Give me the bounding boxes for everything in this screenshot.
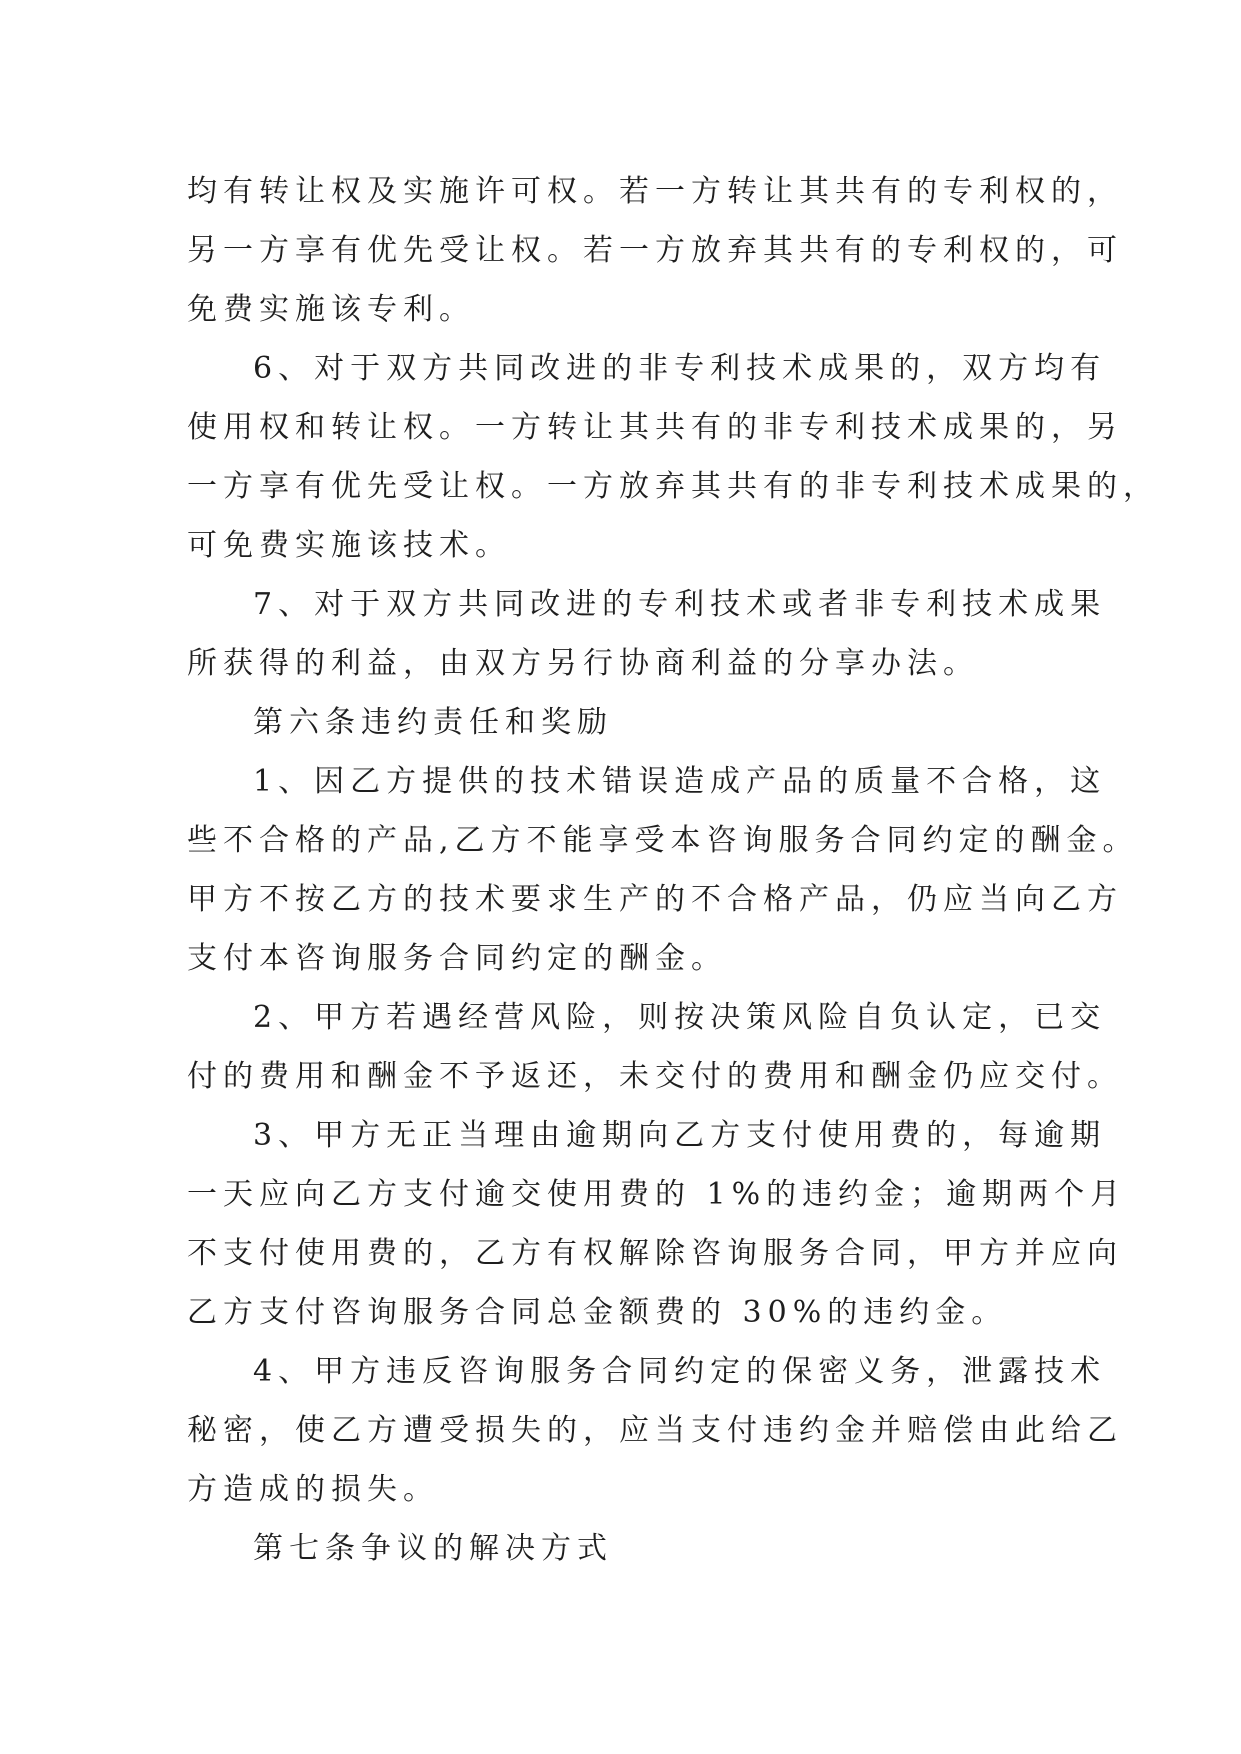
section-heading: 第六条违约责任和奖励: [253, 705, 613, 740]
paragraph-line: 秘密，使乙方遭受损失的，应当支付违约金并赔偿由此给乙: [187, 1413, 1123, 1448]
paragraph-line: 甲方不按乙方的技术要求生产的不合格产品，仍应当向乙方: [187, 882, 1123, 917]
paragraph-line: 免费实施该专利。: [187, 292, 475, 327]
paragraph-line: 支付本咨询服务合同约定的酬金。: [187, 941, 727, 976]
paragraph-line: 3、甲方无正当理由逾期向乙方支付使用费的，每逾期: [253, 1118, 1107, 1153]
paragraph-line: 乙方支付咨询服务合同总金额费的 30%的违约金。: [187, 1295, 1008, 1330]
paragraph-line: 方造成的损失。: [187, 1472, 439, 1507]
paragraph-line: 2、甲方若遇经营风险，则按决策风险自负认定，已交: [253, 1000, 1107, 1035]
paragraph-line: 4、甲方违反咨询服务合同约定的保密义务，泄露技术: [253, 1354, 1107, 1389]
paragraph-line: 另一方享有优先受让权。若一方放弃其共有的专利权的，可: [187, 233, 1123, 268]
paragraph-line: 些不合格的产品,乙方不能享受本咨询服务合同约定的酬金。: [187, 823, 1139, 858]
paragraph-line: 6、对于双方共同改进的非专利技术成果的，双方均有: [253, 351, 1107, 386]
paragraph-line: 7、对于双方共同改进的专利技术或者非专利技术成果: [253, 587, 1107, 622]
paragraph-line: 均有转让权及实施许可权。若一方转让其共有的专利权的，: [187, 174, 1123, 209]
paragraph-line: 所获得的利益，由双方另行协商利益的分享办法。: [187, 646, 979, 681]
paragraph-line: 1、因乙方提供的技术错误造成产品的质量不合格，这: [253, 764, 1107, 799]
paragraph-line: 一方享有优先受让权。一方放弃其共有的非专利技术成果的，: [187, 469, 1159, 504]
paragraph-line: 不支付使用费的，乙方有权解除咨询服务合同，甲方并应向: [187, 1236, 1123, 1271]
paragraph-line: 使用权和转让权。一方转让其共有的非专利技术成果的，另: [187, 410, 1123, 445]
document-body: [187, 162, 1159, 1578]
paragraph-line: 付的费用和酬金不予返还，未交付的费用和酬金仍应交付。: [187, 1059, 1123, 1094]
paragraph-line: 可免费实施该技术。: [187, 528, 511, 563]
section-heading: 第七条争议的解决方式: [253, 1531, 613, 1566]
paragraph-line: 一天应向乙方支付逾交使用费的 1%的违约金；逾期两个月: [187, 1177, 1127, 1212]
